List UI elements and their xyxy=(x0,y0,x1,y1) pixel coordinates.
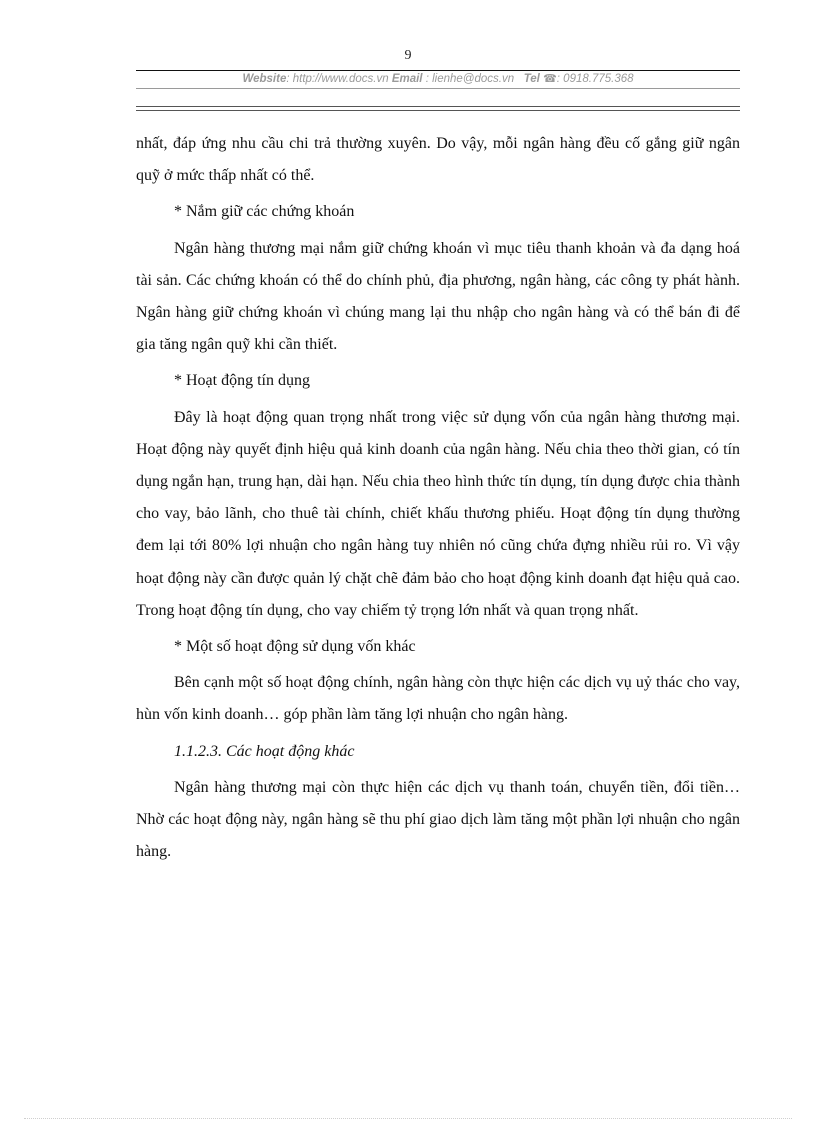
bullet-heading-securities: * Nắm giữ các chứng khoán xyxy=(174,203,355,221)
bullet-heading-other-uses: * Một số hoạt động sử dụng vốn khác xyxy=(174,638,416,656)
footer-dotted-rule xyxy=(24,1118,792,1119)
paragraph-securities: Ngân hàng thương mại nắm giữ chứng khoán vì mục tiêu thanh khoản và đa dạng hoá tài sản. Các chứng khoán có thể do chính phủ, địa phương, ngân hàng, các công ty phát hành. Ngân hàng giữ chứng khoán vì chúng mang lại thu nhập cho ngân hàng và có thể bán đi để gia tăng ngân quỹ khi cần thiết. xyxy=(136,239,740,354)
header-top-rule xyxy=(136,70,740,71)
phone-icon: ☎ xyxy=(543,73,557,85)
paragraph-credit: Đây là hoạt động quan trọng nhất trong việc sử dụng vốn của ngân hàng thương mại. Hoạt động này quyết định hiệu quả kinh doanh của ngân hàng. Nếu chia theo thời gian, có tín dụng ngắn hạn, trung hạn, dài hạn. Nếu chia theo hình thức tín dụng, tín dụng được chia thành cho vay, bảo lãnh, cho thuê tài chính, chiết khấu thương phiếu. Hoạt động tín dụng thường đem lại tới 80% lợi nhuận cho ngân hàng tuy nhiên nó cũng chứa đựng nhiều rủi ro. Vì vậy hoạt động này cần được quản lý chặt chẽ đảm bảo cho hoạt động kinh doanh đạt hiệu quả cao. Trong hoạt động tín dụng, cho vay chiếm tỷ trọng lớn nhất và quan trọng nhất. xyxy=(136,408,740,619)
paragraph-continuation: nhất, đáp ứng nhu cầu chi trả thường xuyên. Do vậy, mỗi ngân hàng đều cố gắng giữ ngân quỹ ở mức thấp nhất có thể. xyxy=(136,135,740,185)
document-body xyxy=(136,128,740,872)
section-title: 1.1.2.3. Các hoạt động khác xyxy=(174,742,355,760)
tel-value: : 0918.775.368 xyxy=(556,73,634,85)
website-value: : http://www.docs.vn xyxy=(286,73,389,85)
page-header xyxy=(136,72,740,85)
header-bottom-rule xyxy=(136,88,740,89)
email-value: : lienhe@docs.vn xyxy=(422,73,515,85)
tel-label: Tel xyxy=(523,73,540,85)
bullet-heading-credit: * Hoạt động tín dụng xyxy=(174,372,310,390)
paragraph-other-uses: Bên cạnh một số hoạt động chính, ngân hàng còn thực hiện các dịch vụ uỷ thác cho vay, hùn vốn kinh doanh… góp phần làm tăng lợi nhuận cho ngân hàng. xyxy=(136,674,740,724)
page-number: 9 xyxy=(404,48,412,63)
paragraph-other-activities: Ngân hàng thương mại còn thực hiện các dịch vụ thanh toán, chuyển tiền, đổi tiền… Nhờ các hoạt động này, ngân hàng sẽ thu phí giao dịch làm tăng một phần lợi nhuận cho ngân hàng. xyxy=(136,778,740,861)
website-label: Website xyxy=(242,73,287,85)
header-double-rule xyxy=(136,106,740,111)
email-label: Email xyxy=(391,73,423,85)
